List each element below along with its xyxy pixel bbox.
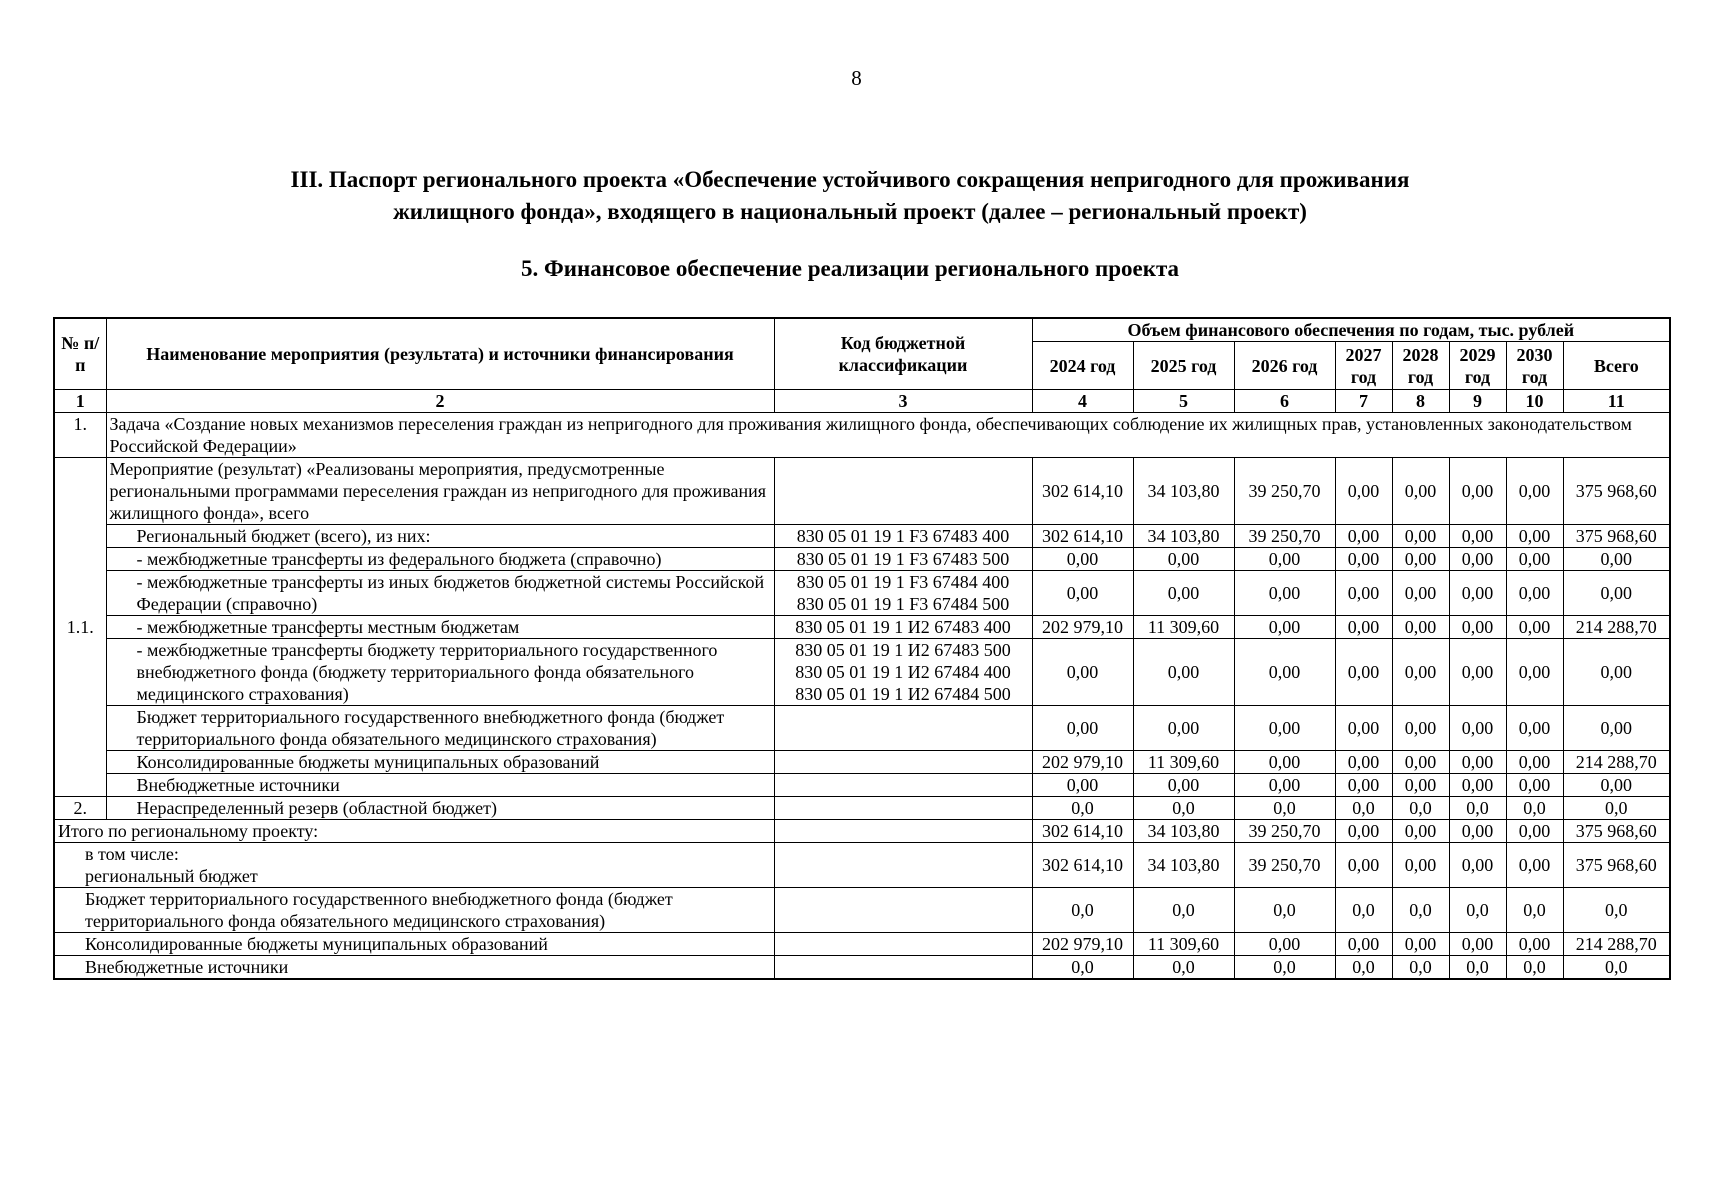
total-name-line: Бюджет территориального государственного внебюджетного фонда (бюджет территориального фонда обязательного медицинского страхования) [85, 889, 673, 931]
value-cell: 0,00 [1392, 820, 1449, 843]
budget-code [774, 639, 1032, 706]
item-name: Внебюджетные источники [106, 774, 774, 797]
row-num: 1. [54, 413, 106, 458]
value-cell: 0,00 [1506, 820, 1563, 843]
value-cell: 375 968,60 [1563, 525, 1670, 548]
budget-code [774, 820, 1032, 843]
budget-code [774, 458, 1032, 525]
value-cell: 0,00 [1133, 548, 1234, 571]
value-cell: 0,00 [1335, 458, 1392, 525]
value-cell: 34 103,80 [1133, 843, 1234, 888]
section-title: 5. Финансовое обеспечение реализации регионального проекта [520, 256, 1180, 281]
value-cell: 0,00 [1449, 616, 1506, 639]
column-numbers-row [54, 390, 1670, 413]
header-2026: 2026 год [1234, 342, 1335, 390]
value-cell: 0,00 [1506, 548, 1563, 571]
budget-code [774, 571, 1032, 616]
budget-code-line: 830 05 01 19 1 F3 67484 500 [796, 594, 1010, 614]
value-cell: 0,0 [1133, 797, 1234, 820]
value-cell: 0,00 [1335, 751, 1392, 774]
value-cell: 214 288,70 [1563, 751, 1670, 774]
row-num: 1.1. [54, 458, 106, 797]
value-cell: 0,00 [1392, 525, 1449, 548]
value-cell: 0,00 [1506, 751, 1563, 774]
total-name-line: Консолидированные бюджеты муниципальных образований [85, 934, 548, 954]
item-name: - межбюджетные трансферты из иных бюджетов бюджетной системы Российской Федерации (справочно) [106, 571, 774, 616]
value-cell: 375 968,60 [1563, 843, 1670, 888]
value-cell: 0,00 [1234, 751, 1335, 774]
col-number: 6 [1234, 390, 1335, 413]
page-number: 8 [851, 66, 862, 90]
reserve-row [54, 797, 1670, 820]
value-cell: 0,00 [1335, 571, 1392, 616]
value-cell: 0,00 [1449, 639, 1506, 706]
value-cell: 0,00 [1506, 706, 1563, 751]
value-cell: 302 614,10 [1032, 820, 1133, 843]
item-name: - межбюджетные трансферты местным бюджетам [106, 616, 774, 639]
header-2027: 2027 год [1335, 342, 1392, 390]
value-cell: 0,00 [1392, 933, 1449, 956]
value-cell: 0,0 [1449, 797, 1506, 820]
budget-code [774, 616, 1032, 639]
table-row [54, 706, 1670, 751]
value-cell: 0,00 [1234, 774, 1335, 797]
total-name-line: в том числе: [85, 844, 179, 864]
value-cell: 0,00 [1133, 706, 1234, 751]
value-cell: 0,0 [1234, 797, 1335, 820]
value-cell: 39 250,70 [1234, 525, 1335, 548]
value-cell: 11 309,60 [1133, 751, 1234, 774]
value-cell: 375 968,60 [1563, 458, 1670, 525]
value-cell: 0,00 [1234, 616, 1335, 639]
col-number: 3 [774, 390, 1032, 413]
table-row [54, 548, 1670, 571]
value-cell: 0,0 [1392, 888, 1449, 933]
value-cell: 0,00 [1449, 843, 1506, 888]
header-2030: 2030 год [1506, 342, 1563, 390]
value-cell: 0,0 [1335, 956, 1392, 980]
value-cell: 0,00 [1335, 843, 1392, 888]
value-cell: 0,00 [1392, 639, 1449, 706]
value-cell: 0,00 [1234, 639, 1335, 706]
header-2025: 2025 год [1133, 342, 1234, 390]
item-name: Консолидированные бюджеты муниципальных образований [106, 751, 774, 774]
total-name [54, 843, 774, 888]
value-cell: 0,00 [1563, 548, 1670, 571]
total-name [54, 820, 774, 843]
value-cell: 0,00 [1449, 458, 1506, 525]
budget-code-line: 830 05 01 19 1 F3 67483 400 [796, 526, 1010, 546]
value-cell: 0,00 [1449, 774, 1506, 797]
value-cell: 0,00 [1234, 548, 1335, 571]
value-cell: 11 309,60 [1133, 616, 1234, 639]
col-number: 2 [106, 390, 774, 413]
budget-code [774, 797, 1032, 820]
total-row [54, 888, 1670, 933]
item-name: Бюджет территориального государственного внебюджетного фонда (бюджет территориального фонда обязательного медицинского страхования) [106, 706, 774, 751]
item-name: - межбюджетные трансферты бюджету территориального государственного внебюджетного фонда (бюджету территориального фонда обязательного медицинского страхования) [106, 639, 774, 706]
value-cell: 0,00 [1392, 751, 1449, 774]
value-cell: 214 288,70 [1563, 933, 1670, 956]
budget-code-line: 830 05 01 19 1 И2 67484 400 [795, 662, 1011, 682]
header-code: Код бюджетной классификации [774, 318, 1032, 390]
value-cell: 0,00 [1563, 774, 1670, 797]
value-cell: 0,00 [1032, 571, 1133, 616]
item-name: Мероприятие (результат) «Реализованы мероприятия, предусмотренные региональными программами переселения граждан из непригодного для проживания жилищного фонда», всего [106, 458, 774, 525]
value-cell: 0,0 [1563, 797, 1670, 820]
value-cell: 0,00 [1506, 571, 1563, 616]
value-cell: 0,00 [1392, 571, 1449, 616]
item-name: Региональный бюджет (всего), из них: [106, 525, 774, 548]
value-cell: 0,00 [1392, 458, 1449, 525]
budget-code-line: 830 05 01 19 1 F3 67483 500 [796, 549, 1010, 569]
value-cell: 0,00 [1234, 706, 1335, 751]
value-cell: 202 979,10 [1032, 616, 1133, 639]
header-name: Наименование мероприятия (результата) и источники финансирования [106, 318, 774, 390]
value-cell: 302 614,10 [1032, 458, 1133, 525]
value-cell: 39 250,70 [1234, 820, 1335, 843]
value-cell: 0,00 [1449, 820, 1506, 843]
value-cell: 0,00 [1506, 843, 1563, 888]
value-cell: 0,0 [1335, 888, 1392, 933]
value-cell: 0,0 [1392, 956, 1449, 980]
task-row [54, 413, 1670, 458]
col-number: 9 [1449, 390, 1506, 413]
value-cell: 0,00 [1506, 639, 1563, 706]
row-num: 2. [54, 797, 106, 820]
value-cell: 0,00 [1449, 548, 1506, 571]
value-cell: 202 979,10 [1032, 933, 1133, 956]
header-2029: 2029 год [1449, 342, 1506, 390]
value-cell: 0,00 [1449, 751, 1506, 774]
value-cell: 0,00 [1032, 774, 1133, 797]
value-cell: 214 288,70 [1563, 616, 1670, 639]
value-cell: 0,00 [1506, 458, 1563, 525]
value-cell: 0,00 [1335, 616, 1392, 639]
financing-table [53, 317, 1671, 980]
value-cell: 302 614,10 [1032, 525, 1133, 548]
item-name: - межбюджетные трансферты из федерального бюджета (справочно) [106, 548, 774, 571]
value-cell: 302 614,10 [1032, 843, 1133, 888]
value-cell: 0,0 [1506, 956, 1563, 980]
value-cell: 0,00 [1392, 548, 1449, 571]
budget-code [774, 525, 1032, 548]
value-cell: 0,00 [1449, 933, 1506, 956]
col-number: 5 [1133, 390, 1234, 413]
col-number: 10 [1506, 390, 1563, 413]
total-row [54, 820, 1670, 843]
value-cell: 0,00 [1335, 706, 1392, 751]
value-cell: 39 250,70 [1234, 458, 1335, 525]
header-2024: 2024 год [1032, 342, 1133, 390]
task-text: Задача «Создание новых механизмов переселения граждан из непригодного для проживания жилищного фонда, обеспечивающих соблюдение их жилищных прав, установленных законодательством Российской Федерации» [106, 413, 1670, 458]
total-name-line: региональный бюджет [85, 866, 258, 886]
value-cell: 0,0 [1133, 888, 1234, 933]
header-volume: Объем финансового обеспечения по годам, тыс. рублей [1032, 318, 1670, 342]
value-cell: 0,0 [1032, 956, 1133, 980]
value-cell: 0,00 [1335, 639, 1392, 706]
value-cell: 0,00 [1234, 571, 1335, 616]
value-cell: 0,0 [1449, 956, 1506, 980]
value-cell: 0,0 [1234, 888, 1335, 933]
value-cell: 0,00 [1335, 774, 1392, 797]
value-cell: 0,00 [1506, 933, 1563, 956]
document-title [150, 164, 1550, 228]
table-row [54, 458, 1670, 525]
col-number: 8 [1392, 390, 1449, 413]
value-cell: 11 309,60 [1133, 933, 1234, 956]
budget-code [774, 933, 1032, 956]
value-cell: 0,00 [1392, 774, 1449, 797]
value-cell: 0,00 [1335, 933, 1392, 956]
header-num: № п/п [54, 318, 106, 390]
value-cell: 0,0 [1032, 888, 1133, 933]
total-name [54, 933, 774, 956]
table-row [54, 525, 1670, 548]
value-cell: 0,00 [1392, 843, 1449, 888]
budget-code-line: 830 05 01 19 1 И2 67484 500 [795, 684, 1011, 704]
value-cell: 0,00 [1335, 820, 1392, 843]
value-cell: 0,00 [1506, 525, 1563, 548]
budget-code [774, 956, 1032, 980]
table-row [54, 751, 1670, 774]
total-row [54, 956, 1670, 980]
value-cell: 0,0 [1133, 956, 1234, 980]
table-row [54, 571, 1670, 616]
value-cell: 0,00 [1392, 616, 1449, 639]
value-cell: 0,00 [1449, 525, 1506, 548]
budget-code [774, 774, 1032, 797]
budget-code [774, 706, 1032, 751]
value-cell: 34 103,80 [1133, 458, 1234, 525]
total-name-line: Внебюджетные источники [85, 957, 289, 977]
value-cell: 0,00 [1234, 933, 1335, 956]
budget-code [774, 888, 1032, 933]
value-cell: 0,00 [1335, 525, 1392, 548]
col-number: 7 [1335, 390, 1392, 413]
value-cell: 0,00 [1032, 548, 1133, 571]
value-cell: 0,00 [1563, 571, 1670, 616]
value-cell: 0,00 [1032, 639, 1133, 706]
budget-code-line: 830 05 01 19 1 И2 67483 500 [795, 640, 1011, 660]
table-row [54, 774, 1670, 797]
value-cell: 0,00 [1563, 706, 1670, 751]
value-cell: 0,0 [1506, 888, 1563, 933]
col-number: 11 [1563, 390, 1670, 413]
header-total: Всего [1563, 342, 1670, 390]
value-cell: 0,00 [1335, 548, 1392, 571]
item-name: Нераспределенный резерв (областной бюджет) [106, 797, 774, 820]
budget-code-line: 830 05 01 19 1 F3 67484 400 [796, 572, 1010, 592]
value-cell: 0,00 [1392, 706, 1449, 751]
value-cell: 34 103,80 [1133, 525, 1234, 548]
value-cell: 0,0 [1392, 797, 1449, 820]
budget-code [774, 751, 1032, 774]
total-name [54, 956, 774, 980]
value-cell: 375 968,60 [1563, 820, 1670, 843]
budget-code [774, 548, 1032, 571]
value-cell: 0,00 [1449, 571, 1506, 616]
col-number: 4 [1032, 390, 1133, 413]
value-cell: 0,00 [1506, 774, 1563, 797]
col-number: 1 [54, 390, 106, 413]
budget-code-line: 830 05 01 19 1 И2 67483 400 [795, 617, 1011, 637]
value-cell: 0,00 [1133, 639, 1234, 706]
value-cell: 0,00 [1133, 571, 1234, 616]
value-cell: 0,0 [1234, 956, 1335, 980]
value-cell: 0,00 [1032, 706, 1133, 751]
value-cell: 0,0 [1449, 888, 1506, 933]
value-cell: 0,00 [1133, 774, 1234, 797]
value-cell: 202 979,10 [1032, 751, 1133, 774]
value-cell: 0,00 [1563, 639, 1670, 706]
value-cell: 34 103,80 [1133, 820, 1234, 843]
value-cell: 0,0 [1563, 956, 1670, 980]
value-cell: 0,00 [1506, 616, 1563, 639]
table-row [54, 616, 1670, 639]
title-line-2: жилищного фонда», входящего в национальный проект (далее – региональный проект) [393, 199, 1307, 224]
total-row [54, 933, 1670, 956]
value-cell: 0,0 [1563, 888, 1670, 933]
total-name [54, 888, 774, 933]
value-cell: 0,0 [1335, 797, 1392, 820]
value-cell: 0,0 [1506, 797, 1563, 820]
budget-code [774, 843, 1032, 888]
title-line-1: III. Паспорт регионального проекта «Обеспечение устойчивого сокращения непригодного для проживания [290, 167, 1410, 192]
total-row [54, 843, 1670, 888]
table-row [54, 639, 1670, 706]
value-cell: 0,00 [1449, 706, 1506, 751]
total-name-line: Итого по региональному проекту: [58, 821, 319, 841]
value-cell: 0,0 [1032, 797, 1133, 820]
value-cell: 39 250,70 [1234, 843, 1335, 888]
header-2028: 2028 год [1392, 342, 1449, 390]
